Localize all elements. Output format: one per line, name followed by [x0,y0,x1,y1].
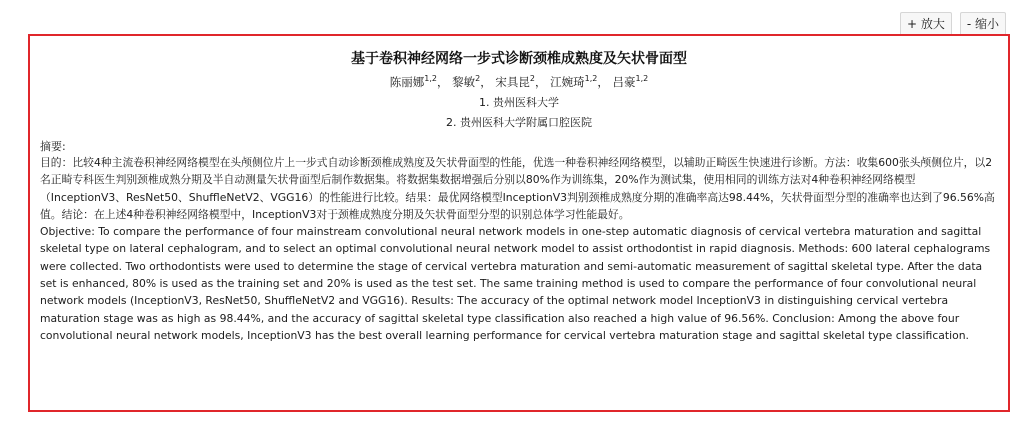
abstract-label: 摘要: [40,140,66,153]
author-affiliation-mark: 1,2 [584,74,598,84]
author-separator: ， [534,75,547,89]
author-name: 江婉琦 [550,75,585,89]
affiliation-line: 1. 贵州医科大学 [479,96,559,109]
paper-title: 基于卷积神经网络一步式诊断颈椎成熟度及矢状骨面型 [351,51,687,67]
author-name: 宋具昆 [495,75,530,89]
affiliation-line: 2. 贵州医科大学附属口腔医院 [446,116,592,129]
author-separator: ， [436,75,449,89]
abstract-preview-frame [28,34,1010,412]
author-separator: ， [597,75,609,89]
author-affiliation-mark: 1,2 [424,74,437,84]
abstract-english: Objective: To compare the performance of four mainstream convolutional neural network models in one-step automatic diagnosis of cervical vertebra maturation and sagittal skeletal type on lateral cephalogram, and to select an optimal convolutional neural network model to assist orthodontist in rapid diagnosis. Methods: 600 lateral cephalograms were collected. Two orthodontists were used to determine the stage of cervical vertebra maturation and semi-automatic measurement of sagittal skeletal type. After the data set is enhanced, 80% is used as the training set and 20% is used as the test set. The same training method is used to compare the performance of four convolutional neural network models (InceptionV3, ResNet50, ShuffleNetV2 and VGG16). Results: The accuracy of the optimal network model InceptionV3 in distinguishing cervical vertebra maturation stage was as high as 98.44%, and the accuracy of sagittal skeletal type classification also reached a high value of 96.56%. Conclusion: Among the above four convolutional neural network models, InceptionV3 has the best overall learning performance for cervical vertebra maturation stage and sagittal skeletal type classification. [40,225,991,342]
author-affiliation-mark: 1,2 [635,74,649,84]
author-separator: ， [480,75,492,89]
author-name: 陈丽娜 [389,75,425,89]
abstract-chinese: 目的：比较4种主流卷积神经网络模型在头颅侧位片上一步式自动诊断颈椎成熟度及矢状骨面型的性能，优选一种卷积神经网络模型，以辅助正畸医生快速进行诊断。方法：收集600张头颅侧位片，以2名正畸专科医生判别颈椎成熟分期及半自动测量矢状骨面型后制作数据集。将数据集数据增强后分别以80%作为训练集，20%作为测试集，使用相同的训练方法对4种卷积神经网络模型（InceptionV3、ResNet50、ShuffleNetV2、VGG16）的性能进行比较。结果：最优网络模型InceptionV3判别颈椎成熟度分期的准确率高达98.44%，矢状骨面型分型的准确率也达到了96.56%高值。结论：在上述4种卷积神经网络模型中，InceptionV3对于颈椎成熟度分期及矢状骨面型分型的识别总体学习性能最好。 [40,156,995,221]
paper-content [30,36,1008,344]
author-affiliation-mark: 2 [475,74,481,84]
author-name: 黎敏 [452,75,476,89]
author-affiliation-mark: 2 [529,74,535,84]
author-name: 吕豪 [612,75,636,89]
zoom-toolbar [900,12,1006,36]
zoom-out-button[interactable]: - 缩小 [960,12,1006,36]
author-list [40,74,998,90]
zoom-in-button[interactable]: + 放大 [900,12,952,36]
